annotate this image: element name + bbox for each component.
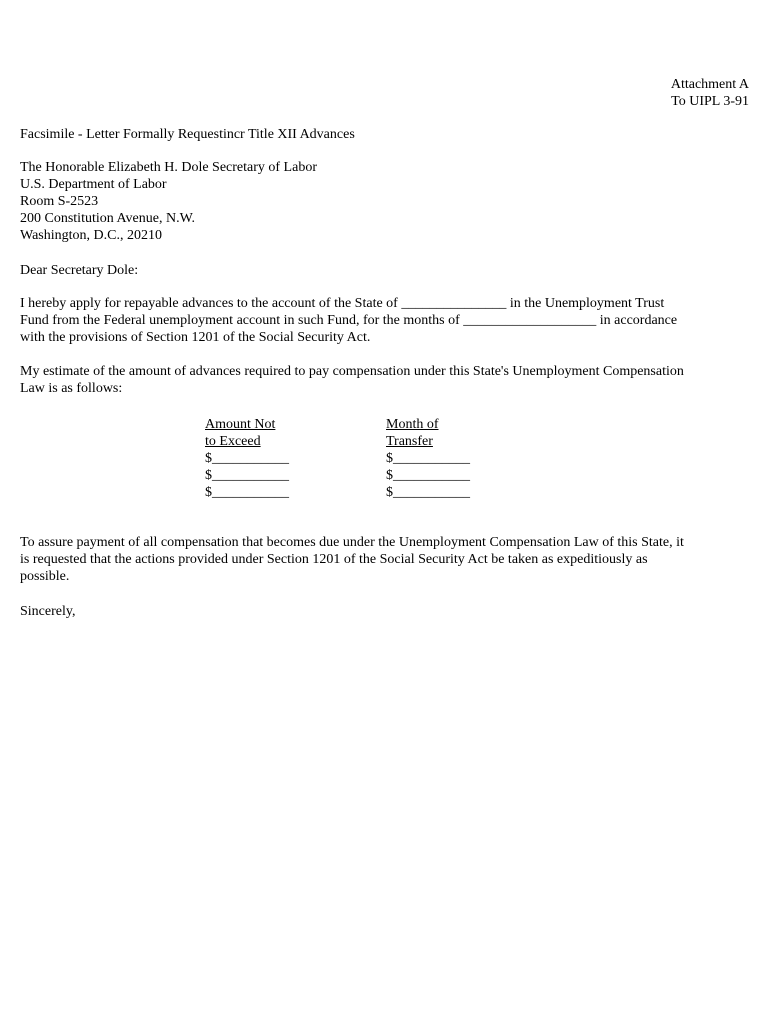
address-line: 200 Constitution Avenue, N.W. — [20, 211, 195, 226]
month-header-line: Transfer — [386, 434, 433, 449]
salutation-text: Dear Secretary Dole: — [20, 263, 139, 278]
paragraph-line: Law is as follows: — [20, 381, 123, 396]
uipl-reference: To UIPL 3-91 — [671, 94, 749, 109]
address-line: The Honorable Elizabeth H. Dole Secretary of Labor — [20, 160, 317, 175]
paragraph-line: To assure payment of all compensation that becomes due under the Unemployment Compensation Law of this State, it — [20, 535, 684, 550]
application-paragraph — [20, 295, 750, 346]
address-line: U.S. Department of Labor — [20, 177, 167, 192]
month-column — [386, 416, 470, 501]
address-line: Room S-2523 — [20, 194, 99, 209]
amount-header-line: Amount Not — [205, 417, 276, 432]
month-blank: $___________ — [386, 451, 470, 466]
month-header-line: Month of — [386, 417, 439, 432]
address-line: Washington, D.C., 20210 — [20, 228, 162, 243]
attachment-label: Attachment A — [670, 77, 749, 92]
paragraph-line: Fund from the Federal unemployment account in such Fund, for the months of ___________________ in accordance — [20, 313, 678, 328]
paragraph-line: possible. — [20, 569, 70, 584]
subject-line: Facsimile - Letter Formally Requestincr Title XII Advances — [20, 127, 355, 142]
month-blank: $___________ — [386, 485, 470, 500]
attachment-reference — [671, 76, 749, 110]
closing — [20, 603, 750, 620]
amount-column — [205, 416, 289, 501]
closing-text: Sincerely, — [20, 604, 76, 619]
salutation — [20, 262, 750, 279]
paragraph-line: is requested that the actions provided under Section 1201 of the Social Security Act be taken as expeditiously as — [20, 552, 648, 567]
assurance-paragraph — [20, 534, 750, 585]
amount-blank: $___________ — [205, 468, 289, 483]
paragraph-line: with the provisions of Section 1201 of the Social Security Act. — [20, 330, 371, 345]
estimate-paragraph — [20, 363, 750, 397]
paragraph-line: My estimate of the amount of advances required to pay compensation under this State's Unemployment Compensation — [20, 364, 684, 379]
amount-blank: $___________ — [205, 451, 289, 466]
recipient-address — [20, 159, 750, 244]
amount-blank: $___________ — [205, 485, 289, 500]
letter-subject — [20, 126, 750, 143]
month-blank: $___________ — [386, 468, 470, 483]
paragraph-line: I hereby apply for repayable advances to the account of the State of _______________ in the Unemployment Trust — [20, 296, 665, 311]
amount-header-line: to Exceed — [205, 434, 261, 449]
